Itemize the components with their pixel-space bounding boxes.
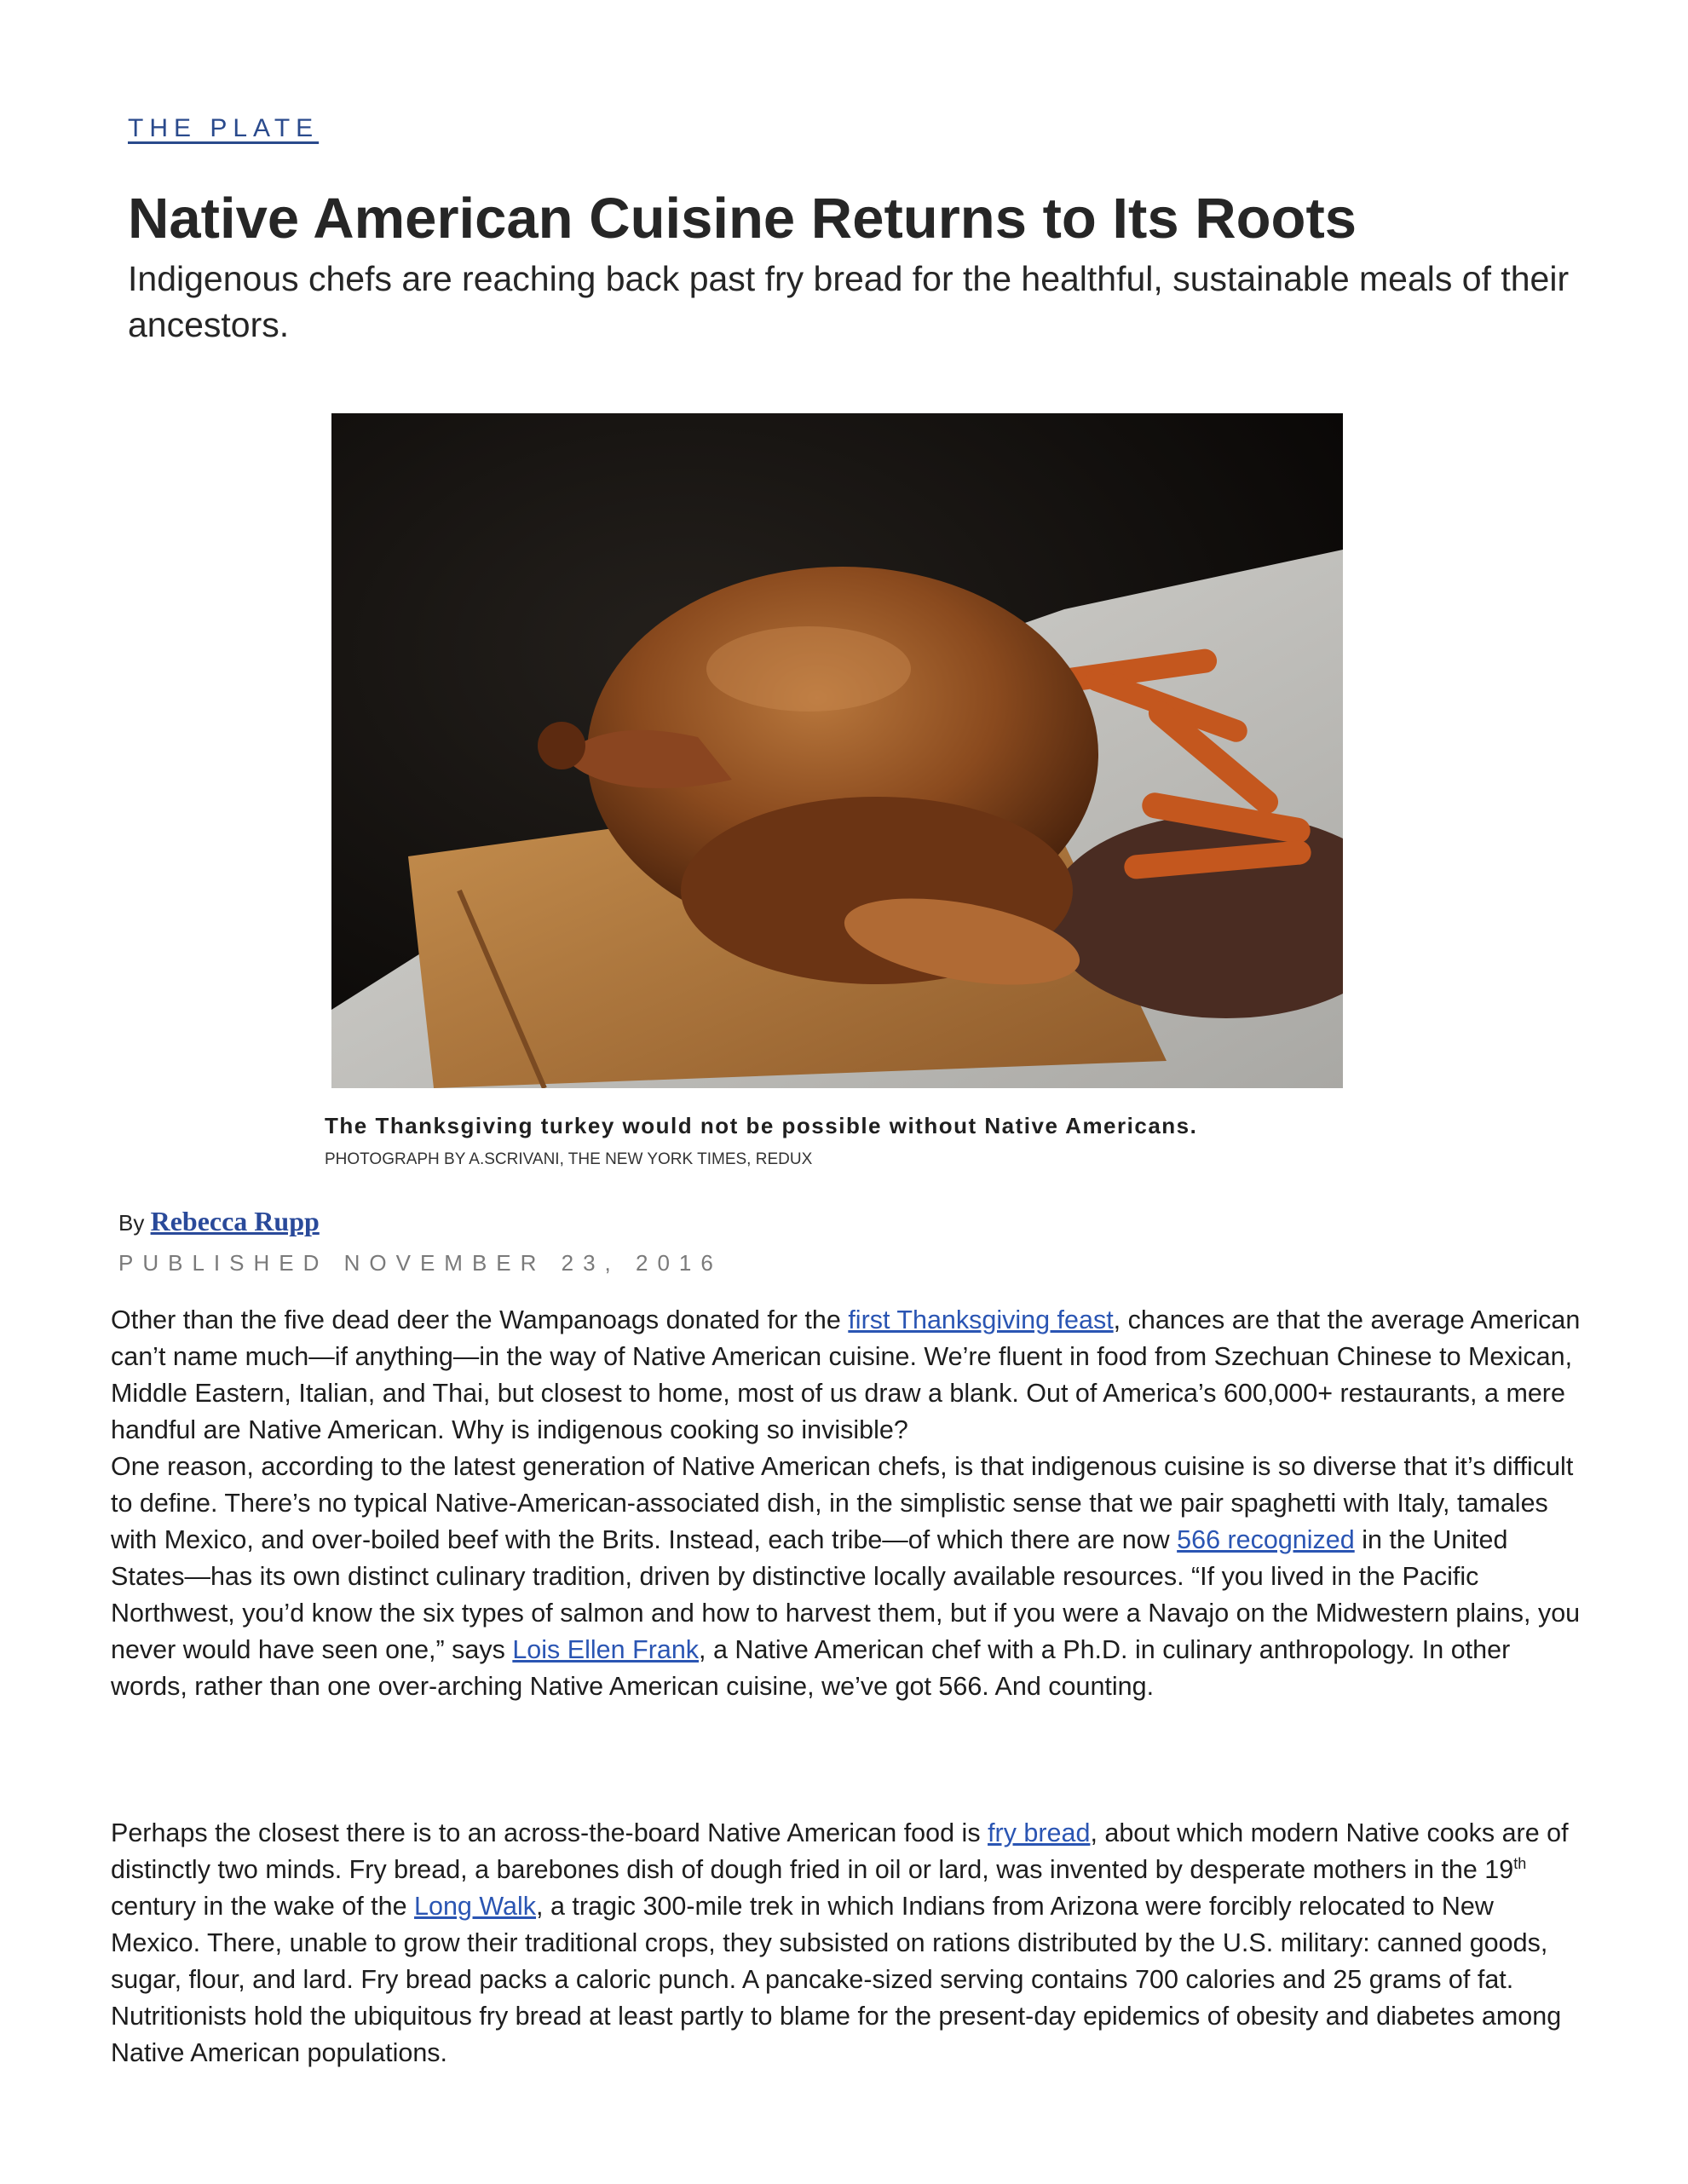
text: Other than the five dead deer the Wampanoags donated for the <box>111 1305 849 1334</box>
lois-ellen-frank-link[interactable]: Lois Ellen Frank <box>512 1635 700 1664</box>
body-paragraph-3 <box>111 1815 1585 2072</box>
photo-caption: The Thanksgiving turkey would not be possible without Native Americans. <box>325 1113 1198 1138</box>
text: , about which modern Native cooks are of distinctly two minds. Fry bread, a barebones dish of dough fried in oil or lard, was invented by desperate mothers in the 19 <box>111 1818 1569 1884</box>
article-title: Native American Cuisine Returns to Its Roots <box>128 187 1357 251</box>
text: , a tragic 300-mile trek in which Indians from Arizona were forcibly relocated to New Mexico. There, unable to grow their traditional crops, they subsisted on rations distributed by the U.S. military: canned goods, sugar, flour, and lard. Fry bread packs a caloric punch. A pancake-sized serving contains 700 calories and 25 grams of fat. Nutritionists hold the ubiquitous fry bread at least partly to blame for the present-day epidemics of obesity and diabetes among Native American populations. <box>111 1892 1562 2067</box>
body-paragraph-2 <box>111 1449 1585 1705</box>
byline <box>118 1206 320 1237</box>
first-thanksgiving-feast-link[interactable]: first Thanksgiving feast <box>848 1305 1114 1334</box>
author-link[interactable]: Rebecca Rupp <box>150 1206 320 1236</box>
article-subtitle: Indigenous chefs are reaching back past fry bread for the healthful, sustainable meals of their ancestors. <box>128 259 1570 344</box>
text: in the United States—has its own distinct culinary tradition, driven by distinctive locally available resources. “If you lived in the Pacific Northwest, you’d know the six types of salmon and how to harvest them, but if you were a Navajo on the Midwestern plains, you never would have seen one,” says <box>111 1525 1581 1664</box>
fry-bread-link[interactable]: fry bread <box>988 1818 1091 1847</box>
superscript: th <box>1513 1854 1527 1872</box>
text: century in the wake of the <box>111 1892 415 1921</box>
long-walk-link[interactable]: Long Walk <box>414 1892 537 1921</box>
text: , chances are that the average American can’t name much—if anything—in the way of Native American cuisine. We’re fluent in food from Szechuan Chinese to Mexican, Middle Eastern, Italian, and Thai, but closest to home, most of us draw a blank. Out of America’s 600,000+ restaurants, a mere handful are Native American. Why is indigenous cooking so invisible? <box>111 1305 1581 1444</box>
body-paragraph-1 <box>111 1302 1585 1449</box>
section-kicker-link[interactable]: THE PLATE <box>128 114 320 142</box>
published-date: PUBLISHED NOVEMBER 23, 2016 <box>118 1250 723 1276</box>
text: Perhaps the closest there is to an across-the-board Native American food is <box>111 1818 988 1847</box>
byline-prefix: By <box>118 1210 145 1236</box>
text: One reason, according to the latest generation of Native American chefs, is that indigenous cuisine is so diverse that it’s difficult to define. There’s no typical Native-American-associated dish, in the simplistic sense that we pair spaghetti with Italy, tamales with Mexico, and over-boiled beef with the Brits. Instead, each tribe—of which there are now <box>111 1452 1574 1554</box>
turkey-photo <box>331 413 1343 1088</box>
roast-turkey-illustration <box>331 413 1343 1088</box>
566-recognized-link[interactable]: 566 recognized <box>1177 1525 1355 1554</box>
photo-credit: PHOTOGRAPH BY A.SCRIVANI, THE NEW YORK TIMES, REDUX <box>325 1150 813 1168</box>
text: , a Native American chef with a Ph.D. in culinary anthropology. In other words, rather than one over-arching Native American cuisine, we’ve got 566. And counting. <box>111 1635 1511 1701</box>
